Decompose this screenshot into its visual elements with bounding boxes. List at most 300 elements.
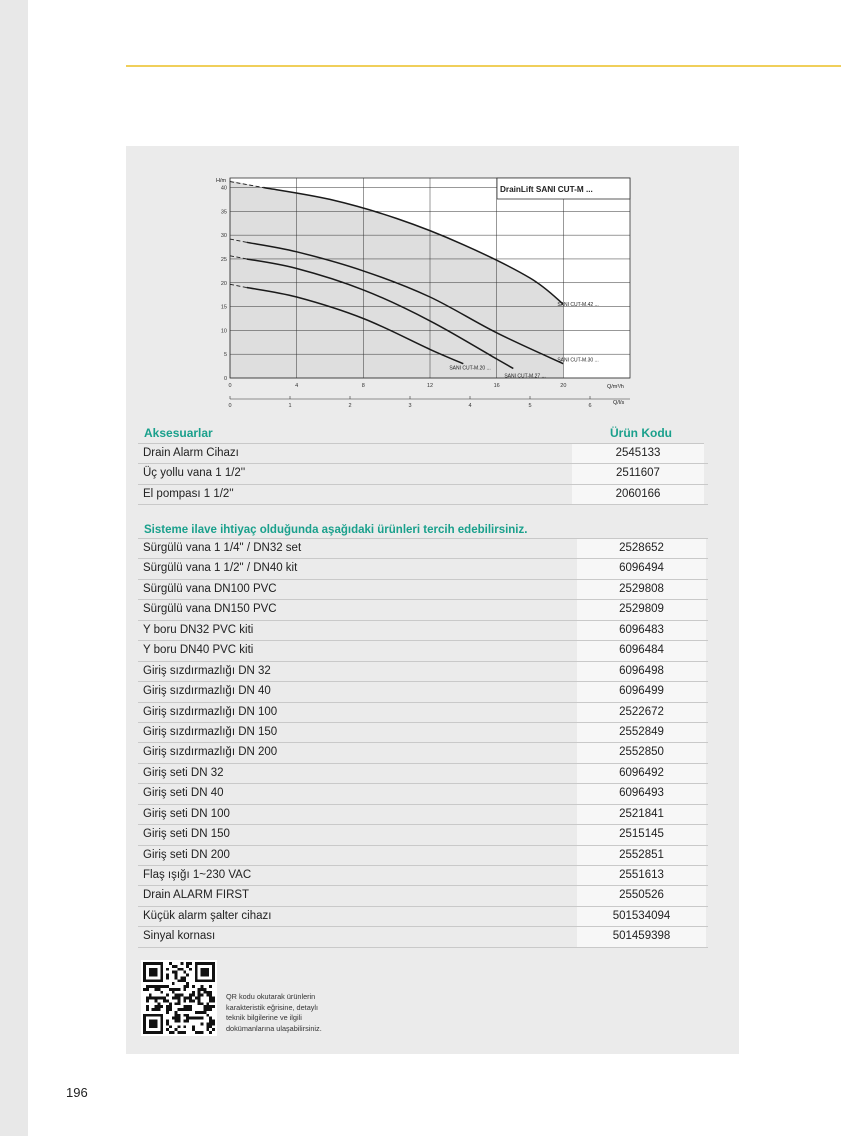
qr-finder [160, 962, 163, 982]
product-code: 2529808 [577, 580, 706, 599]
product-code: 2552849 [577, 723, 706, 742]
qr-module [146, 1005, 149, 1008]
qr-module [206, 1002, 209, 1005]
product-code: 6096494 [577, 559, 706, 578]
qr-finder [143, 979, 163, 982]
qr-finder [143, 1014, 146, 1034]
qr-finder [143, 1031, 163, 1034]
table-row [138, 825, 708, 845]
qr-module [212, 999, 215, 1002]
qr-module [186, 1008, 189, 1011]
qr-module [166, 974, 169, 977]
product-code: 2521841 [577, 805, 706, 824]
product-name: Giriş seti DN 32 [143, 766, 224, 779]
qr-module [201, 1011, 204, 1014]
qr-module [169, 1002, 172, 1005]
table-row [138, 927, 708, 947]
x2-tick-label: 3 [408, 403, 412, 409]
qr-module [178, 1020, 181, 1023]
curve-label: SANI CUT-M.20 ... [449, 365, 491, 372]
qr-module [186, 1020, 189, 1023]
qr-module [163, 985, 166, 988]
table-row [138, 886, 708, 906]
accessory-name: El pompası 1 1/2'' [143, 487, 234, 500]
qr-module [203, 988, 206, 991]
qr-module [183, 1025, 186, 1028]
qr-module [180, 994, 183, 997]
qr-module [189, 968, 192, 971]
qr-module [209, 1022, 212, 1025]
qr-module [206, 1028, 209, 1031]
qr-module [178, 1017, 181, 1020]
product-name: Giriş seti DN 40 [143, 787, 224, 800]
qr-module [198, 1031, 201, 1034]
qr-module [183, 971, 186, 974]
qr-module [166, 1028, 169, 1031]
qr-module [186, 982, 189, 985]
qr-finder [201, 968, 210, 977]
table-row [138, 805, 708, 825]
table-row [138, 662, 708, 682]
qr-module [157, 985, 160, 988]
qr-module [172, 1031, 175, 1034]
qr-module [209, 1005, 212, 1008]
qr-module [201, 1022, 204, 1025]
qr-module [186, 985, 189, 988]
qr-finder [143, 962, 146, 982]
accessory-name: Üç yollu vana 1 1/2'' [143, 467, 246, 480]
qr-finder [143, 1014, 163, 1017]
qr-module [206, 1022, 209, 1025]
accessory-code: 2511607 [572, 464, 704, 483]
product-code: 2522672 [577, 703, 706, 722]
qr-code-icon [143, 962, 215, 1034]
qr-module [180, 968, 183, 971]
qr-module [157, 1005, 160, 1008]
qr-module [169, 1031, 172, 1034]
qr-module [180, 979, 183, 982]
qr-module [155, 985, 158, 988]
qr-module [175, 988, 178, 991]
qr-module [209, 991, 212, 994]
y-tick-label: 0 [223, 376, 227, 382]
qr-module [189, 962, 192, 965]
qr-module [192, 1017, 195, 1020]
product-name: Giriş seti DN 150 [143, 828, 230, 841]
accessory-code: 2060166 [572, 485, 704, 504]
y-tick-label: 10 [220, 328, 227, 335]
product-name: Sürgülü vana DN150 PVC [143, 603, 277, 616]
qr-module [175, 994, 178, 997]
qr-module [178, 1014, 181, 1017]
qr-module [195, 1017, 198, 1020]
qr-module [166, 1005, 169, 1008]
qr-module [166, 994, 169, 997]
qr-finder [195, 962, 215, 965]
x-tick-label: 0 [228, 383, 232, 389]
qr-module [203, 1005, 206, 1008]
qr-caption-line: dokümanlarına ulaşabilirsiniz. [226, 1023, 322, 1033]
qr-module [175, 997, 178, 1000]
qr-module [166, 968, 169, 971]
qr-module [178, 1031, 181, 1034]
x-tick-label: 16 [493, 383, 500, 389]
table-row [138, 600, 708, 620]
product-name: Flaş ışığı 1~230 VAC [143, 869, 252, 881]
qr-module [209, 997, 212, 1000]
qr-finder [149, 1020, 158, 1029]
qr-module [201, 994, 204, 997]
qr-module [195, 1031, 198, 1034]
qr-module [166, 985, 169, 988]
qr-module [146, 1008, 149, 1011]
qr-module [152, 997, 155, 1000]
x2-tick-label: 2 [348, 403, 352, 409]
qr-module [183, 1031, 186, 1034]
qr-module [201, 988, 204, 991]
product-code: 6096499 [577, 682, 706, 701]
qr-module [183, 1008, 186, 1011]
qr-module [180, 962, 183, 965]
qr-module [189, 1017, 192, 1020]
table-row [138, 703, 708, 723]
qr-caption-line: QR kodu okutarak ürünlerin [226, 992, 316, 1001]
product-name: Sürgülü vana 1 1/2" / DN40 kit [143, 562, 298, 575]
qr-module [186, 997, 189, 1000]
qr-module [195, 997, 198, 1000]
table-row [138, 485, 708, 505]
qr-module [209, 1020, 212, 1023]
qr-module [189, 994, 192, 997]
product-code: 6096484 [577, 641, 706, 660]
product-code: 6096492 [577, 764, 706, 783]
qr-module [157, 997, 160, 1000]
x-tick-label: 8 [361, 383, 365, 389]
qr-module [178, 994, 181, 997]
qr-module [198, 1002, 201, 1005]
table-row [138, 641, 708, 661]
qr-module [178, 999, 181, 1002]
qr-module [172, 988, 175, 991]
qr-module [146, 985, 149, 988]
qr-module [212, 1028, 215, 1031]
accessory-code: 2545133 [572, 444, 704, 463]
qr-module [186, 1017, 189, 1020]
qr-module [178, 997, 181, 1000]
qr-module [175, 1011, 178, 1014]
qr-module [201, 1017, 204, 1020]
table-row [138, 846, 708, 866]
qr-module [186, 965, 189, 968]
qr-module [198, 988, 201, 991]
qr-module [183, 999, 186, 1002]
product-name: Giriş seti DN 200 [143, 848, 230, 861]
qr-module [169, 1005, 172, 1008]
qr-module [146, 988, 149, 991]
qr-module [186, 962, 189, 965]
table-row [138, 784, 708, 804]
qr-module [149, 994, 152, 997]
qr-module [155, 1005, 158, 1008]
accessories-title: Aksesuarlar [144, 426, 213, 440]
qr-caption [226, 992, 351, 1034]
qr-module [183, 1005, 186, 1008]
product-name: Giriş sızdırmazlığı DN 40 [143, 685, 271, 698]
qr-module [175, 971, 178, 974]
x2-tick-label: 1 [288, 403, 292, 409]
product-name: Küçük alarm şalter cihazı [143, 909, 272, 922]
qr-module [192, 994, 195, 997]
x2-tick-label: 4 [468, 403, 472, 409]
qr-module [178, 968, 181, 971]
qr-module [175, 1014, 178, 1017]
qr-module [198, 1017, 201, 1020]
qr-module [206, 1005, 209, 1008]
product-code: 2552851 [577, 846, 706, 865]
qr-module [183, 976, 186, 979]
y-axis-label: H/m [216, 178, 227, 184]
qr-module [198, 994, 201, 997]
qr-finder [160, 1014, 163, 1034]
qr-module [160, 997, 163, 1000]
product-code: 6096498 [577, 662, 706, 681]
qr-module [198, 1011, 201, 1014]
qr-module [186, 974, 189, 977]
qr-module [175, 976, 178, 979]
qr-module [189, 1005, 192, 1008]
x-tick-label: 20 [560, 383, 567, 389]
accessories-table [138, 422, 708, 505]
product-name: Giriş sızdırmazlığı DN 100 [143, 705, 278, 718]
product-code: 2515145 [577, 825, 706, 844]
qr-module [212, 1005, 215, 1008]
product-name: Y boru DN32 PVC kiti [143, 623, 254, 636]
qr-module [152, 1008, 155, 1011]
qr-module [198, 991, 201, 994]
qr-module [203, 991, 206, 994]
qr-module [189, 1008, 192, 1011]
table-row [138, 444, 708, 464]
product-code-header: Ürün Kodu [610, 426, 672, 440]
qr-module [183, 1014, 186, 1017]
qr-module [149, 985, 152, 988]
qr-module [149, 997, 152, 1000]
x-tick-label: 4 [295, 383, 299, 389]
curve-label: SANI CUT-M.42 ... [557, 302, 599, 309]
qr-module [203, 1011, 206, 1014]
qr-module [209, 985, 212, 988]
table-row [138, 464, 708, 484]
y-tick-label: 30 [220, 233, 227, 240]
product-name: Giriş sızdırmazlığı DN 200 [143, 746, 278, 759]
qr-module [172, 965, 175, 968]
qr-module [169, 962, 172, 965]
table-row [138, 907, 708, 927]
qr-module [166, 1008, 169, 1011]
qr-module [189, 999, 192, 1002]
qr-module [178, 979, 181, 982]
qr-module [209, 994, 212, 997]
qr-module [157, 1002, 160, 1005]
qr-module [212, 997, 215, 1000]
product-name: Sürgülü vana DN100 PVC [143, 582, 277, 595]
qr-module [183, 1020, 186, 1023]
y-tick-label: 25 [220, 256, 227, 263]
qr-module [201, 1031, 204, 1034]
table-row [138, 866, 708, 886]
product-code: 2551613 [577, 866, 706, 885]
pump-curve-chart [200, 170, 640, 415]
qr-module [195, 1011, 198, 1014]
qr-module [186, 1005, 189, 1008]
product-code: 2550526 [577, 886, 706, 905]
qr-module [157, 988, 160, 991]
qr-module [169, 1008, 172, 1011]
qr-module [155, 988, 158, 991]
page-margin-strip [0, 0, 28, 1136]
qr-module [166, 1022, 169, 1025]
qr-module [203, 1008, 206, 1011]
optional-products-table [138, 519, 708, 948]
curve-label: SANI CUT-M.27 ... [504, 373, 546, 380]
qr-finder [143, 962, 163, 965]
curve-label: SANI CUT-M.30 ... [557, 357, 599, 364]
qr-module [172, 982, 175, 985]
qr-module [192, 991, 195, 994]
product-code: 2552850 [577, 743, 706, 762]
qr-module [209, 1008, 212, 1011]
qr-module [192, 985, 195, 988]
table-row [138, 682, 708, 702]
qr-module [175, 1028, 178, 1031]
qr-module [146, 999, 149, 1002]
qr-module [163, 997, 166, 1000]
qr-module [189, 997, 192, 1000]
product-name: Y boru DN40 PVC kiti [143, 644, 254, 657]
x2-axis-label: Q/l/s [613, 400, 625, 406]
qr-module [206, 991, 209, 994]
qr-module [192, 1028, 195, 1031]
accessory-name: Drain Alarm Cihazı [143, 447, 239, 459]
qr-module [175, 1017, 178, 1020]
qr-module [155, 997, 158, 1000]
x2-tick-label: 5 [528, 403, 532, 409]
qr-module [172, 971, 175, 974]
qr-module [166, 1011, 169, 1014]
qr-module [209, 1025, 212, 1028]
qr-module [183, 979, 186, 982]
qr-module [163, 999, 166, 1002]
y-tick-label: 40 [220, 185, 227, 192]
qr-module [183, 997, 186, 1000]
qr-module [209, 999, 212, 1002]
qr-finder [195, 962, 198, 982]
header-rule [126, 65, 841, 67]
y-tick-label: 15 [220, 304, 227, 311]
qr-module [192, 1025, 195, 1028]
qr-module [160, 985, 163, 988]
qr-module [206, 994, 209, 997]
qr-module [212, 1020, 215, 1023]
qr-module [175, 1002, 178, 1005]
qr-module [178, 1002, 181, 1005]
qr-module [166, 999, 169, 1002]
qr-module [183, 985, 186, 988]
product-name: Giriş sızdırmazlığı DN 150 [143, 725, 278, 738]
qr-module [166, 1020, 169, 1023]
qr-module [206, 1008, 209, 1011]
optional-note-row [138, 519, 708, 539]
qr-module [157, 1008, 160, 1011]
product-code: 6096493 [577, 784, 706, 803]
qr-caption-line: karakteristik eğrisine, detaylı [226, 1002, 319, 1012]
qr-module [178, 1008, 181, 1011]
y-tick-label: 5 [223, 352, 227, 359]
page-number: 196 [66, 1085, 88, 1100]
product-name: Giriş sızdırmazlığı DN 32 [143, 664, 271, 677]
qr-module [178, 988, 181, 991]
qr-module [175, 965, 178, 968]
qr-module [166, 976, 169, 979]
qr-module [183, 988, 186, 991]
qr-module [175, 1020, 178, 1023]
product-code: 501459398 [577, 927, 706, 946]
qr-module [180, 976, 183, 979]
table-row [138, 559, 708, 579]
table-row [138, 764, 708, 784]
qr-module [186, 1014, 189, 1017]
table-row [138, 539, 708, 559]
qr-module [201, 985, 204, 988]
qr-module [180, 1008, 183, 1011]
y-tick-label: 20 [220, 280, 227, 287]
qr-module [172, 1017, 175, 1020]
product-code: 501534094 [577, 907, 706, 926]
qr-module [172, 997, 175, 1000]
qr-module [206, 1025, 209, 1028]
qr-module [172, 991, 175, 994]
qr-code[interactable] [141, 960, 217, 1036]
qr-module [152, 985, 155, 988]
product-name: Sinyal kornası [143, 930, 216, 943]
table-row [138, 743, 708, 763]
x-tick-label: 12 [426, 383, 434, 389]
accessories-header [138, 422, 708, 444]
qr-module [178, 1025, 181, 1028]
y-tick-label: 35 [220, 209, 227, 216]
qr-module [198, 999, 201, 1002]
x-axis-label: Q/m³/h [607, 384, 624, 390]
qr-finder [212, 962, 215, 982]
qr-module [212, 1022, 215, 1025]
table-row [138, 621, 708, 641]
qr-finder [149, 968, 158, 977]
product-name: Sürgülü vana 1 1/4" / DN32 set [143, 542, 302, 554]
qr-module [209, 1031, 212, 1034]
qr-module [160, 991, 163, 994]
chart-title: DrainLift SANI CUT-M ... [500, 185, 593, 194]
qr-module [198, 997, 201, 1000]
qr-module [209, 1017, 212, 1020]
qr-module [155, 1008, 158, 1011]
qr-module [155, 999, 158, 1002]
x2-tick-label: 0 [228, 403, 232, 409]
product-name: Drain ALARM FIRST [143, 889, 250, 902]
qr-module [169, 988, 172, 991]
product-code: 2528652 [577, 539, 706, 558]
product-code: 6096483 [577, 621, 706, 640]
qr-module [175, 974, 178, 977]
